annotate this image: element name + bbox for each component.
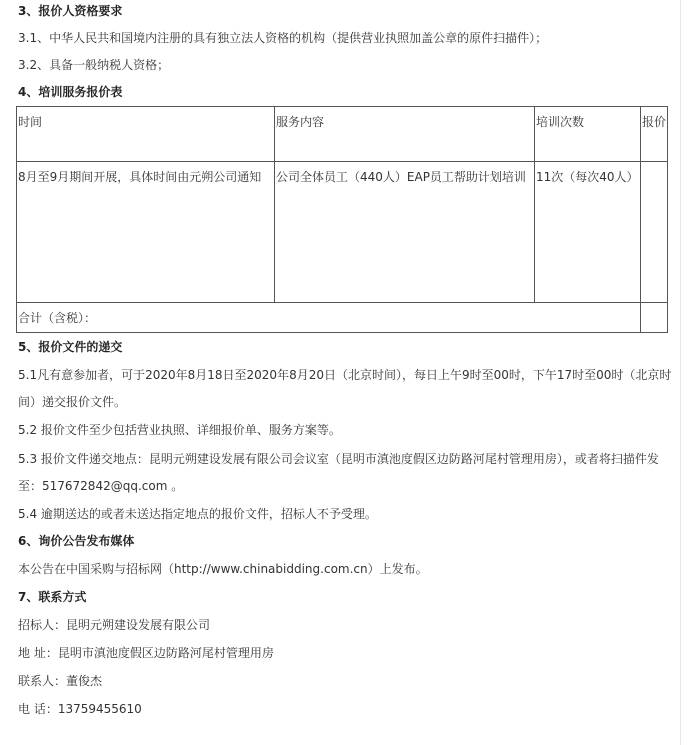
table-row xyxy=(17,162,668,303)
right-divider xyxy=(680,0,681,745)
section-5-item-4: 5.4 逾期送达的或者未送达指定地点的报价文件，招标人不予受理。 xyxy=(18,507,377,521)
table-total-row xyxy=(17,303,668,333)
header-content: 服务内容 xyxy=(275,107,535,162)
header-price: 报价 xyxy=(641,107,668,162)
cell-time: 8月至9月期间开展，具体时间由元朔公司通知 xyxy=(17,162,275,303)
section-7-heading: 7、联系方式 xyxy=(18,590,87,604)
section-3-item-2: 3.2、具备一般纳税人资格； xyxy=(18,58,170,72)
header-count: 培训次数 xyxy=(535,107,641,162)
contact-phone: 电 话：13759455610 xyxy=(18,702,142,716)
section-6-text: 本公告在中国采购与招标网（http://www.chinabidding.com.cn）上发布。 xyxy=(18,562,428,576)
section-5-item-3: 5.3 报价文件递交地点：昆明元朔建设发展有限公司会议室（昆明市滇池度假区边防路河尾村管理用房），或者将扫描件发至：517672842@qq.com 。 xyxy=(18,452,659,493)
cell-price xyxy=(641,162,668,303)
quote-table xyxy=(16,106,668,333)
contact-bidder: 招标人：昆明元朔建设发展有限公司 xyxy=(18,618,211,632)
section-3-heading: 3、报价人资格要求 xyxy=(18,4,123,18)
contact-person: 联系人：董俊杰 xyxy=(18,674,103,688)
section-4-heading: 4、培训服务报价表 xyxy=(18,85,123,99)
cell-count: 11次（每次40人） xyxy=(535,162,641,303)
section-6-heading: 6、询价公告发布媒体 xyxy=(18,534,135,548)
section-5-item-1: 5.1凡有意参加者，可于2020年8月18日至2020年8月20日（北京时间），每日上午9时至00时，下午17时至00时（北京时间）递交报价文件。 xyxy=(18,368,672,409)
total-label: 合计（含税）： xyxy=(17,303,641,333)
contact-address: 地 址：昆明市滇池度假区边防路河尾村管理用房 xyxy=(18,646,274,660)
table-header-row xyxy=(17,107,668,162)
header-time: 时间 xyxy=(17,107,275,162)
cell-content: 公司全体员工（440人）EAP员工帮助计划培训 xyxy=(275,162,535,303)
section-5-item-2: 5.2 报价文件至少包括营业执照、详细报价单、服务方案等。 xyxy=(18,423,341,437)
section-5-heading: 5、报价文件的递交 xyxy=(18,340,123,354)
section-3-item-1: 3.1、中华人民共和国境内注册的具有独立法人资格的机构（提供营业执照加盖公章的原件扫描件）； xyxy=(18,31,548,45)
total-value xyxy=(641,303,668,333)
